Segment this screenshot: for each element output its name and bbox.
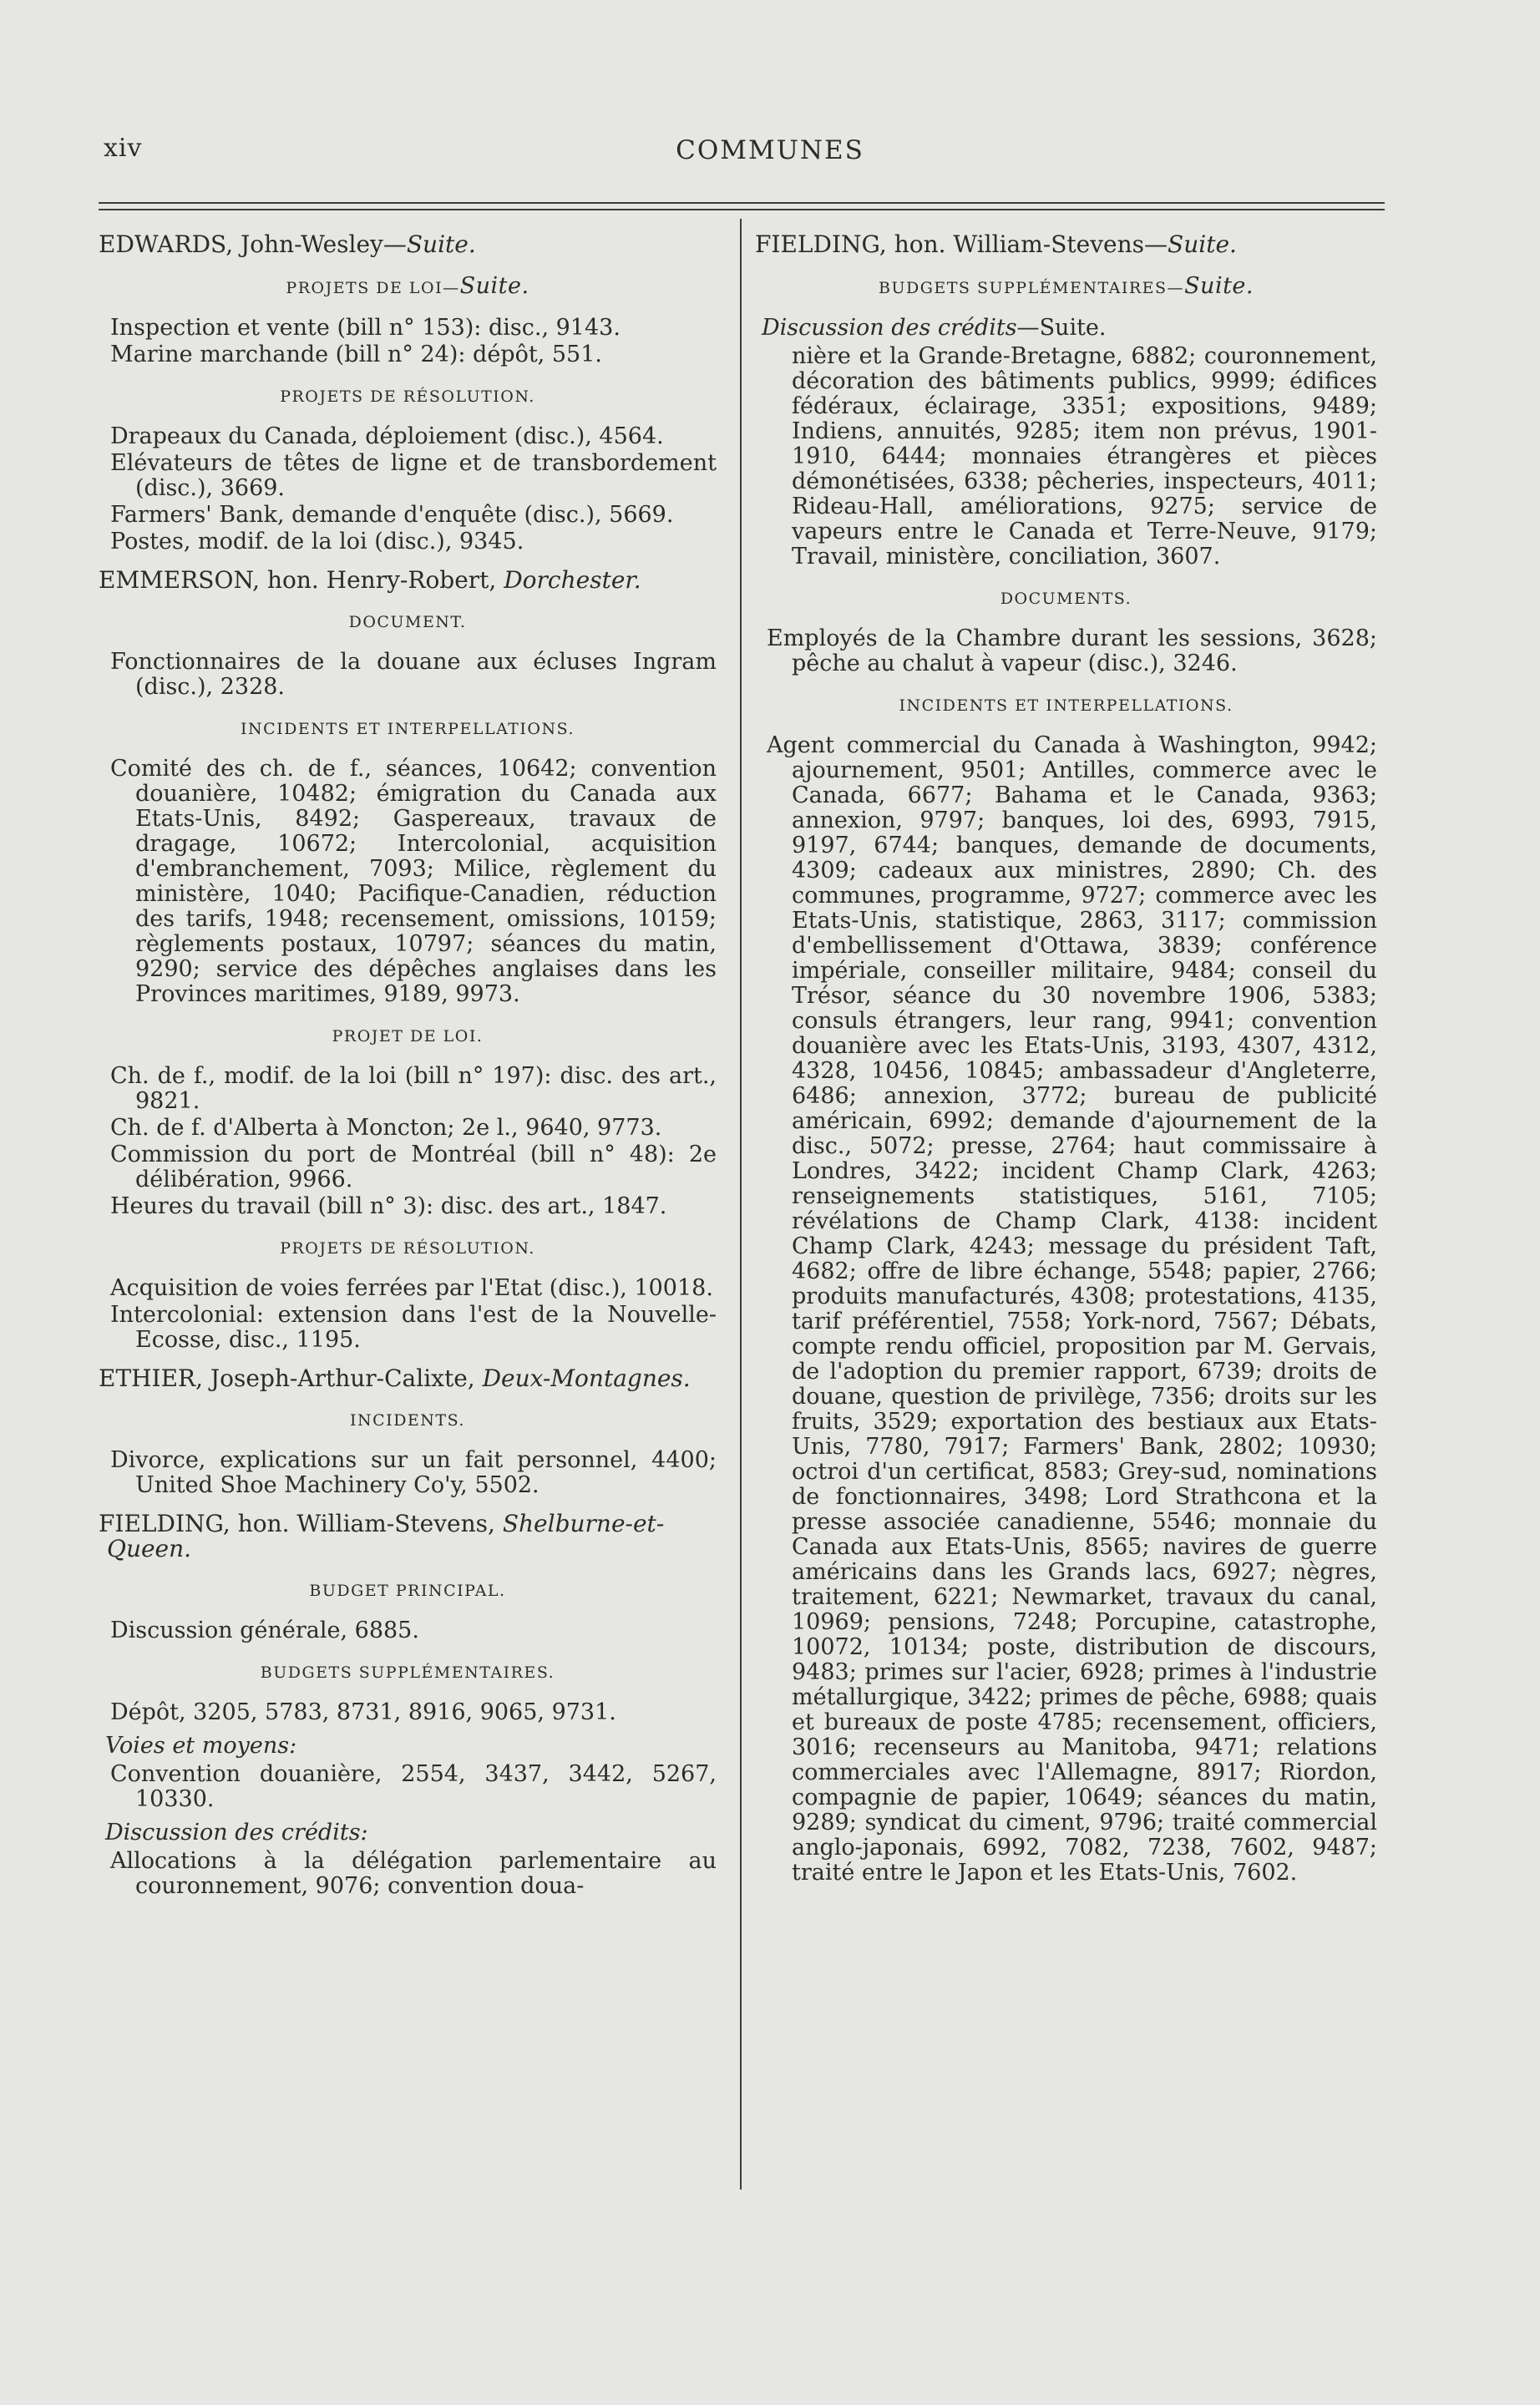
section-heading: PROJETS DE RÉSOLUTION. xyxy=(280,1239,535,1258)
section-heading: DOCUMENT. xyxy=(348,613,467,631)
index-entry: Intercolonial: extension dans l'est de la Nouvelle-Ecosse, disc., 1195. xyxy=(110,1302,717,1353)
index-entry: Drapeaux du Canada, déploiement (disc.), 4564. xyxy=(110,423,664,449)
index-entry: Heures du travail (bill n° 3): disc. des art., 1847. xyxy=(110,1193,667,1219)
left-column xyxy=(99,232,717,1901)
section-heading: PROJETS DE RÉSOLUTION. xyxy=(280,387,535,406)
index-entry: Employés de la Chambre durant les sessions, 3628; pêche au chalut à vapeur (disc.), 3246. xyxy=(767,625,1377,676)
subheading-credits: Discussion des crédits: xyxy=(105,1820,368,1846)
section-heading: INCIDENTS ET INTERPELLATIONS. xyxy=(899,696,1234,715)
running-head: COMMUNES xyxy=(676,135,864,165)
section-heading: BUDGETS SUPPLÉMENTAIRES. xyxy=(260,1663,555,1682)
index-entry: Farmers' Bank, demande d'enquête (disc.), 5669. xyxy=(110,502,674,528)
section-heading: BUDGET PRINCIPAL. xyxy=(309,1582,506,1600)
index-entry: Dépôt, 3205, 5783, 8731, 8916, 9065, 9731. xyxy=(110,1699,616,1725)
index-entry: Inspection et vente (bill n° 153): disc., 9143. xyxy=(110,315,621,341)
index-entry: Convention douanière, 2554, 3437, 3442, 5267, 10330. xyxy=(110,1761,717,1812)
section-heading: BUDGETS SUPPLÉMENTAIRES—Suite. xyxy=(878,273,1254,299)
entry-name-edwards: EDWARDS, John-Wesley—Suite. xyxy=(99,230,476,258)
section-heading: DOCUMENTS. xyxy=(1000,590,1132,608)
index-entry: Commission du port de Montréal (bill n° 48): 2e délibération, 9966. xyxy=(110,1142,717,1192)
section-heading: PROJET DE LOI. xyxy=(332,1027,484,1046)
section-heading: PROJETS DE LOI—Suite. xyxy=(286,273,529,299)
subheading-voies: Voies et moyens: xyxy=(105,1733,297,1759)
index-entry: Divorce, explications sur un fait personnel, 4400; United Shoe Machinery Co'y, 5502. xyxy=(110,1447,717,1498)
index-entry: Agent commercial du Canada à Washington, 9942; ajournement, 9501; Antilles, commerce avec le Canada, 6677; Bahama et le Canada, 9363; annexion, 9797; banques, loi des, 6993, 7915, 9197, 6744; banques, demande de documents, 4309; cadeaux aux ministres, 2890; Ch. des communes, programme, 9727; commerce avec les Etats-Unis, statistique, 2863, 3117; commission d'embellissement d'Ottawa, 3839; conférence impériale, conseiller militaire, 9484; conseil du Trésor, séance du 30 novembre 1906, 5383; consuls étrangers, leur rang, 9941; convention douanière avec les Etats-Unis, 3193, 4307, 4312, 4328, 10456, 10845; ambassadeur d'Angleterre, 6486; annexion, 3772; bureau de publicité américain, 6992; demande d'ajournement de la disc., 5072; presse, 2764; haut commissaire à Londres, 3422; incident Champ Clark, 4263; renseignements statistiques, 5161, 7105; révélations de Champ Clark, 4138: incident Champ Clark, 4243; message du président Taft, 4682; offre de libre échange, 5548; papier, 2766; produits manufacturés, 4308; protestations, 4135, tarif préférentiel, 7558; York-nord, 7567; Débats, compte rendu officiel, proposition par M. Gervais, de l'adoption du premier rapport, 6739; droits de douane, question de privilège, 7356; droits sur les fruits, 3529; exportation des bestiaux aux Etats-Unis, 7780, 7917; Farmers' Bank, 2802; 10930; octroi d'un certificat, 8583; Grey-sud, nominations de fonctionnaires, 3498; Lord Strathcona et la presse associée canadienne, 5546; monnaie du Canada aux Etats-Unis, 8565; navires de guerre américains dans les Grands lacs, 6927; nègres, traitement, 6221; Newmarket, travaux du canal, 10969; pensions, 7248; Porcupine, catastrophe, 10072, 10134; poste, distribution de discours, 9483; primes sur l'acier, 6928; primes à l'industrie métallurgique, 3422; primes de pêche, 6988; quais et bureaux de poste 4785; recensement, officiers, 3016; recenseurs au Manitoba, 9471; relations commerciales avec l'Allemagne, 8917; Riordon, compagnie de papier, 10649; séances du matin, 9289; syndicat du ciment, 9796; traité commercial anglo-japonais, 6992, 7082, 7238, 7602, 9487; traité entre le Japon et les Etats-Unis, 7602. xyxy=(767,732,1377,1886)
header-rule-top xyxy=(99,202,1385,204)
index-entry: Allocations à la délégation parlementaire au couronnement, 9076; convention doua- xyxy=(110,1848,717,1899)
header-rule-bottom xyxy=(99,209,1385,210)
index-entry: Marine marchande (bill n° 24): dépôt, 551. xyxy=(110,342,602,367)
index-entry: Discussion générale, 6885. xyxy=(110,1618,419,1643)
index-entry: Ch. de f. d'Alberta à Moncton; 2e l., 9640, 9773. xyxy=(110,1115,662,1141)
index-entry: Postes, modif. de la loi (disc.), 9345. xyxy=(110,529,524,554)
index-entry: nière et la Grande-Bretagne, 6882; couronnement, décoration des bâtiments publics, 9999; édifices fédéraux, éclairage, 3351; expositions, 9489; Indiens, annuités, 9285; item non prévus, 1901-1910, 6444; monnaies étrangères et pièces démonétisées, 6338; pêcheries, inspecteurs, 4011; Rideau-Hall, améliorations, 9275; service de vapeurs entre le Canada et Terre-Neuve, 9179; Travail, ministère, conciliation, 3607. xyxy=(792,343,1377,570)
entry-name-ethier: ETHIER, Joseph-Arthur-Calixte, Deux-Montagnes. xyxy=(99,1365,691,1392)
index-entry: Elévateurs de têtes de ligne et de transbordement (disc.), 3669. xyxy=(110,450,717,501)
index-entry: Acquisition de voies ferrées par l'Etat (disc.), 10018. xyxy=(110,1275,713,1301)
subheading-credits: Discussion des crédits—Suite. xyxy=(762,315,1107,341)
entry-name-fielding: FIELDING, hon. William-Stevens, Shelburne-et-Queen. xyxy=(99,1510,665,1562)
index-entry: Comité des ch. de f., séances, 10642; convention douanière, 10482; émigration du Canada aux Etats-Unis, 8492; Gaspereaux, travaux de dragage, 10672; Intercolonial, acquisition d'embranchement, 7093; Milice, règlement du ministère, 1040; Pacifique-Canadien, réduction des tarifs, 1948; recensement, omissions, 10159; règlements postaux, 10797; séances du matin, 9290; service des dépêches anglaises dans les Provinces maritimes, 9189, 9973. xyxy=(110,756,717,1007)
entry-name-emmerson: EMMERSON, hon. Henry-Robert, Dorchester. xyxy=(99,566,641,594)
entry-name-fielding-suite: FIELDING, hon. William-Stevens—Suite. xyxy=(755,230,1237,258)
index-entry: Ch. de f., modif. de la loi (bill n° 197): disc. des art., 9821. xyxy=(110,1063,717,1114)
section-heading: INCIDENTS ET INTERPELLATIONS. xyxy=(240,720,575,738)
section-heading: INCIDENTS. xyxy=(350,1411,465,1430)
right-column xyxy=(755,232,1377,1887)
index-entry: Fonctionnaires de la douane aux écluses Ingram (disc.), 2328. xyxy=(110,649,717,700)
page-folio: xiv xyxy=(104,134,143,163)
column-separator xyxy=(740,219,742,2190)
